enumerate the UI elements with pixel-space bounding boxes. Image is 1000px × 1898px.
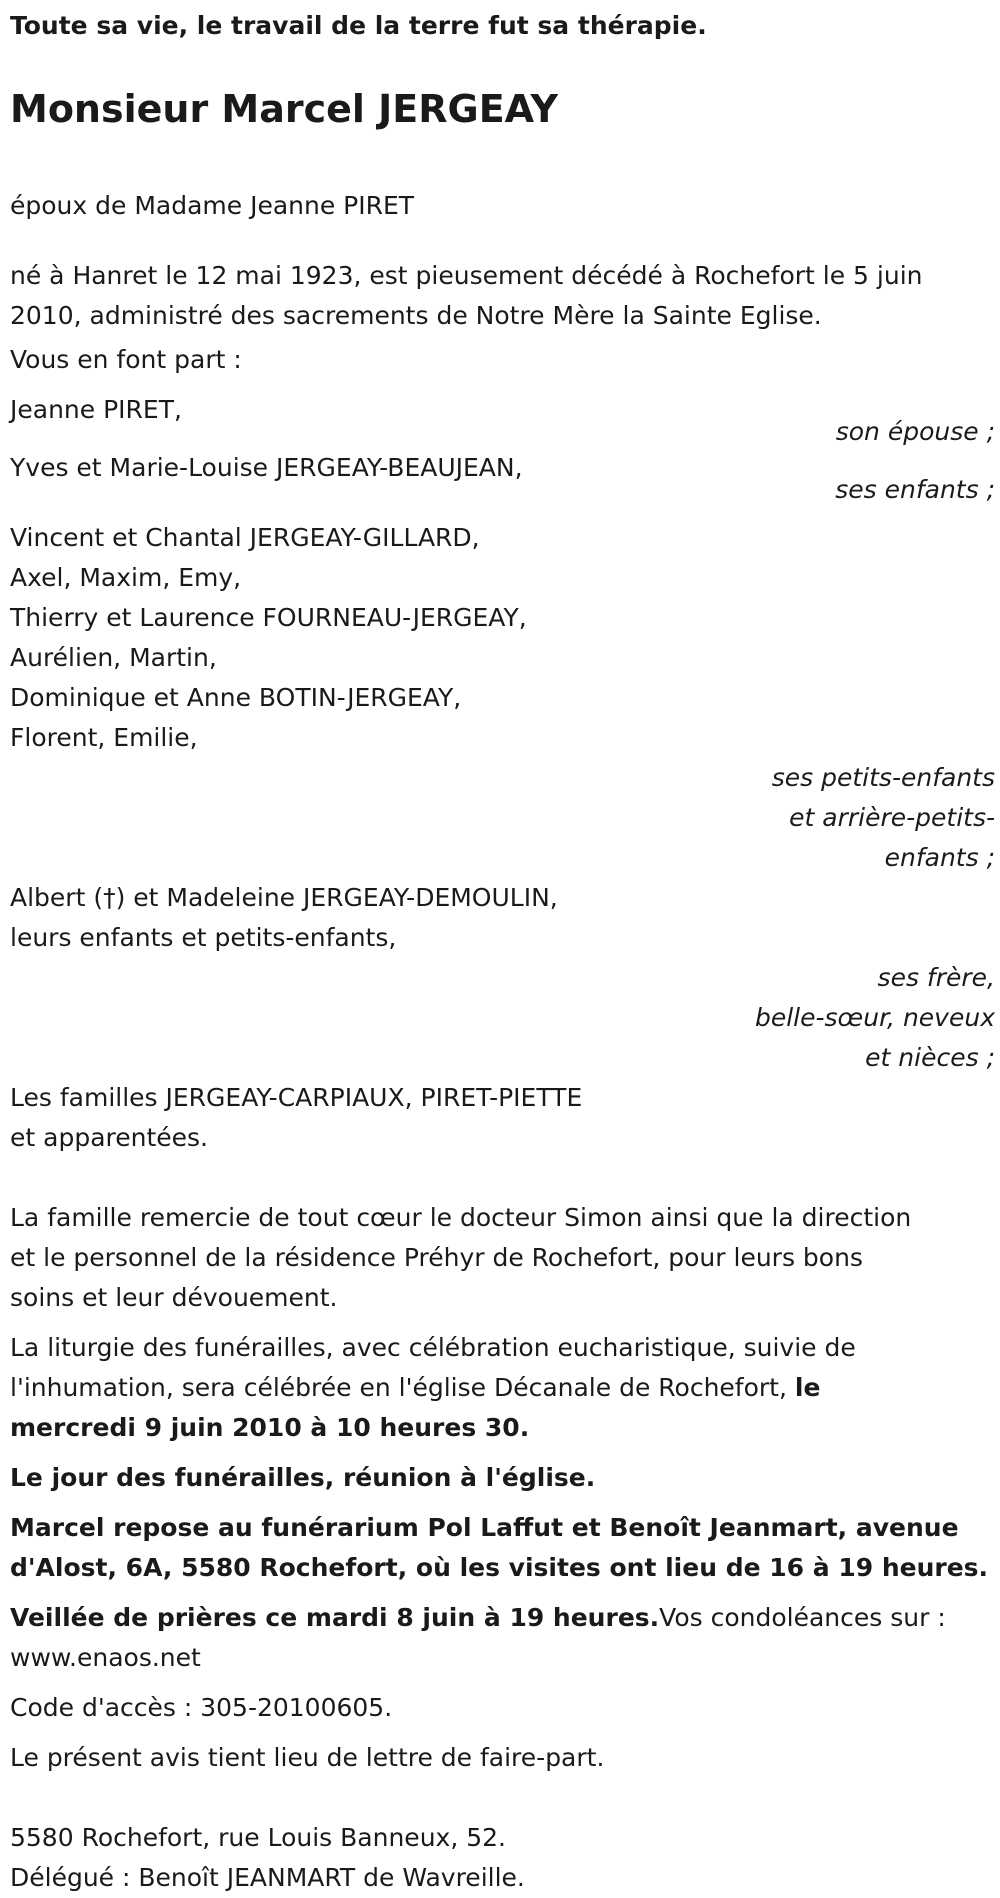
delegate: Délégué : Benoît JEANMART de Wavreille. [10, 1863, 525, 1892]
meeting-info: Le jour des funérailles, réunion à l'église. [10, 1463, 596, 1492]
family-group-spouse [10, 390, 995, 452]
relation-label: ses frère, [877, 963, 995, 992]
liturgy-date-start: le [794, 1373, 821, 1402]
liturgy-paragraph [10, 1328, 995, 1448]
birth-death-paragraph [10, 256, 995, 336]
relation-label: et nièces ; [865, 1043, 995, 1072]
families-paragraph [10, 1078, 995, 1158]
family-name: Yves et Marie-Louise JERGEAY-BEAUJEAN, [10, 453, 523, 482]
thanks-paragraph [10, 1198, 995, 1318]
family-name: Thierry et Laurence FOURNEAU-JERGEAY, [10, 603, 527, 632]
obituary-document [10, 0, 995, 1898]
condolences-label: Vos condoléances sur : [659, 1603, 946, 1632]
address-paragraph [10, 1818, 995, 1898]
families-line: Les familles JERGEAY-CARPIAUX, PIRET-PIETTE [10, 1083, 583, 1112]
family-name: Dominique et Anne BOTIN-JERGEAY, [10, 683, 462, 712]
funerarium-paragraph [10, 1508, 995, 1588]
families-line: et apparentées. [10, 1123, 208, 1152]
birth-death-line: né à Hanret le 12 mai 1923, est pieusement décédé à Rochefort le 5 juin [10, 261, 923, 290]
liturgy-text: l'inhumation, sera célébrée en l'église Décanale de Rochefort, [10, 1373, 795, 1402]
relation-label: enfants ; [884, 843, 995, 872]
address: 5580 Rochefort, rue Louis Banneux, 52. [10, 1823, 506, 1852]
vigil-line [10, 1598, 995, 1638]
spouse-line: époux de Madame Jeanne PIRET [10, 191, 415, 220]
family-group-grandchildren [10, 518, 995, 878]
vigil-paragraph [10, 1598, 995, 1678]
condolences-website: www.enaos.net [10, 1643, 201, 1672]
liturgy-date: mercredi 9 juin 2010 à 10 heures 30. [10, 1413, 530, 1442]
announcement: Vous en font part : [10, 345, 242, 374]
family-name: Aurélien, Martin, [10, 643, 217, 672]
family-name: Jeanne PIRET, [10, 395, 182, 424]
deceased-name: Monsieur Marcel JERGEAY [10, 87, 558, 131]
relation-label: ses petits-enfants [771, 763, 995, 792]
family-name: Vincent et Chantal JERGEAY-GILLARD, [10, 523, 480, 552]
vigil-time: Veillée de prières ce mardi 8 juin à 19 heures. [10, 1603, 660, 1632]
family-group-siblings [10, 878, 995, 1078]
family-name: Axel, Maxim, Emy, [10, 563, 242, 592]
birth-death-line: 2010, administré des sacrements de Notre Mère la Sainte Eglise. [10, 301, 822, 330]
relation-label: son épouse ; [835, 417, 995, 446]
family-group-children [10, 448, 995, 510]
funerarium-line: Marcel repose au funérarium Pol Laffut et Benoît Jeanmart, avenue [10, 1513, 959, 1542]
family-name: leurs enfants et petits-enfants, [10, 923, 397, 952]
funerarium-line: d'Alost, 6A, 5580 Rochefort, où les visites ont lieu de 16 à 19 heures. [10, 1553, 989, 1582]
notice: Le présent avis tient lieu de lettre de faire-part. [10, 1743, 605, 1772]
relation-label: belle-sœur, neveux [754, 1003, 995, 1032]
thanks-line: et le personnel de la résidence Préhyr de Rochefort, pour leurs bons [10, 1243, 863, 1272]
family-name: Albert (†) et Madeleine JERGEAY-DEMOULIN, [10, 883, 558, 912]
liturgy-line [10, 1368, 995, 1408]
relation-label: et arrière-petits- [789, 803, 995, 832]
thanks-line: La famille remercie de tout cœur le docteur Simon ainsi que la direction [10, 1203, 912, 1232]
liturgy-line: La liturgie des funérailles, avec célébration eucharistique, suivie de [10, 1333, 856, 1362]
thanks-line: soins et leur dévouement. [10, 1283, 338, 1312]
motto: Toute sa vie, le travail de la terre fut sa thérapie. [10, 11, 707, 40]
family-name: Florent, Emilie, [10, 723, 198, 752]
relation-label: ses enfants ; [835, 475, 995, 504]
access-code: Code d'accès : 305-20100605. [10, 1693, 393, 1722]
